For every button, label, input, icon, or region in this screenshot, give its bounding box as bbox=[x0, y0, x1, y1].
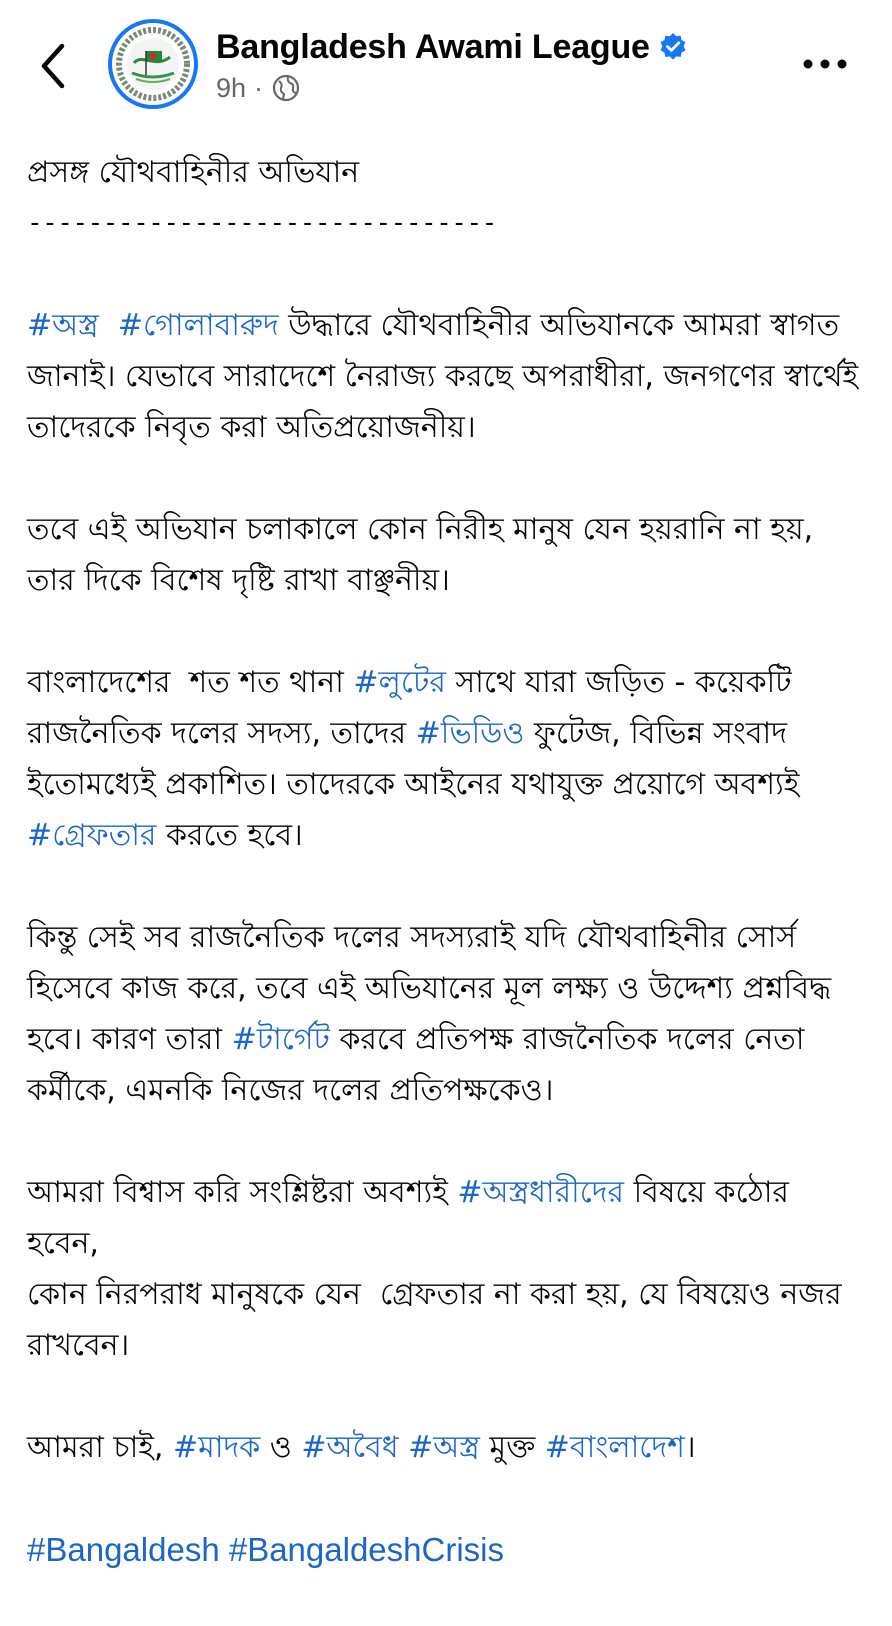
chevron-left-icon bbox=[34, 42, 74, 90]
page-avatar[interactable] bbox=[108, 19, 198, 109]
paragraph-text: তবে এই অভিযান চলাকালে কোন নিরীহ মানুষ যেন হয়রানি না হয়, bbox=[27, 512, 814, 547]
post-meta bbox=[216, 72, 301, 104]
title-divider: ------------------------------- bbox=[27, 208, 497, 238]
paragraph-text: আমরা চাই, bbox=[27, 1430, 173, 1465]
paragraph-text bbox=[399, 1430, 409, 1465]
hashtag-link[interactable]: #BangaldeshCrisis bbox=[228, 1531, 504, 1568]
more-horizontal-icon bbox=[800, 50, 850, 78]
paragraph-text: মুক্ত bbox=[479, 1430, 545, 1465]
paragraph-text: করবে প্রতিপক্ষ রাজনৈতিক দলের নেতা কর্মীকে, এমনকি নিজের দলের প্রতিপক্ষকেও। bbox=[27, 1022, 815, 1108]
globe-icon[interactable] bbox=[271, 73, 301, 103]
hashtag-link[interactable]: #অবৈধ bbox=[301, 1430, 399, 1465]
paragraph-text: ফুটেজ, বিভিন্ন সংবাদ ইতোমধ্যেই প্রকাশিত। তাদেরকে আইনের যথাযুক্ত প্রয়োগে অবশ্যই bbox=[27, 716, 809, 802]
page-name-link[interactable] bbox=[216, 24, 688, 70]
paragraph-text: কিন্তু সেই সব রাজনৈতিক দলের সদস্যরাই যদি যৌথবাহিনীর সোর্স হিসেবে কাজ করে, তবে এই অভিযানের মূল লক্ষ্য ও উদ্দেশ্য প্রশ্নবিদ্ধ হবে। কারণ তারা bbox=[27, 920, 841, 1057]
awami-league-logo bbox=[112, 23, 194, 105]
paragraph-1 bbox=[27, 300, 878, 453]
paragraph-text: ও bbox=[260, 1430, 302, 1465]
paragraph-text: বাংলাদেশের শত শত থানা bbox=[27, 665, 354, 700]
hashtag-link[interactable]: #ভিডিও bbox=[415, 716, 525, 751]
hashtag-link[interactable]: #অস্ত্রধারীদের bbox=[457, 1175, 625, 1210]
paragraph-7 bbox=[27, 1524, 867, 1575]
post-timestamp[interactable]: 9h bbox=[216, 72, 247, 103]
hashtag-link[interactable]: #টার্গেট bbox=[231, 1022, 330, 1057]
post-text bbox=[27, 147, 878, 1626]
post-title-block bbox=[27, 147, 867, 249]
paragraph-6 bbox=[27, 1422, 867, 1473]
post-title: প্রসঙ্গ যৌথবাহিনীর অভিযান bbox=[27, 155, 360, 190]
tag-separator bbox=[220, 1531, 229, 1568]
hashtag-link[interactable]: #মাদক bbox=[172, 1430, 261, 1465]
paragraph-text: সাথে যারা জড়িত - কয়েকটি রাজনৈতিক দলের সদস্য, তাদের bbox=[27, 665, 802, 751]
back-button[interactable] bbox=[34, 42, 74, 90]
page-name: Bangladesh Awami League bbox=[216, 27, 650, 66]
paragraph-text: তার দিকে বিশেষ দৃষ্টি রাখা বাঞ্ছনীয়। bbox=[27, 563, 450, 598]
hashtag-link[interactable]: #বাংলাদেশ bbox=[544, 1430, 685, 1465]
paragraph-text: করতে হবে। bbox=[156, 818, 303, 853]
post-header bbox=[0, 0, 892, 122]
paragraph-2 bbox=[27, 504, 867, 606]
paragraph-text: বিষয়ে কঠোর হবেন, bbox=[27, 1175, 799, 1261]
paragraph-5 bbox=[27, 1167, 867, 1371]
paragraph-text: । bbox=[684, 1430, 696, 1465]
hashtag-link[interactable]: #অস্ত্র bbox=[408, 1430, 480, 1465]
meta-separator: · bbox=[254, 72, 264, 103]
verified-badge-icon bbox=[658, 32, 688, 62]
paragraph-4 bbox=[27, 912, 867, 1116]
hashtag-link[interactable]: #Bangaldesh bbox=[27, 1531, 220, 1568]
more-options-button[interactable] bbox=[800, 50, 850, 78]
paragraph-text: উদ্ধারে যৌথবাহিনীর অভিযানকে আমরা স্বাগত জানাই। যেভাবে সারাদেশে নৈরাজ্য করছে অপরাধীরা, জনগণের স্বার্থেই তাদেরকে নিবৃত করা অতিপ্রয়োজনীয়। bbox=[27, 308, 878, 445]
paragraph-3 bbox=[27, 657, 867, 861]
paragraph-text: কোন নিরপরাধ মানুষকে যেন গ্রেফতার না করা হয়, যে বিষয়েও নজর রাখবেন। bbox=[27, 1277, 852, 1363]
hashtag-link[interactable]: #অস্ত্র bbox=[27, 308, 99, 343]
hashtag-link[interactable]: #গোলাবারুদ bbox=[117, 308, 279, 343]
paragraph-text: আমরা বিশ্বাস করি সংশ্লিষ্টরা অবশ্যই bbox=[27, 1175, 458, 1210]
hashtag-link[interactable]: #লুটের bbox=[353, 665, 446, 700]
hashtag-link[interactable]: #গ্রেফতার bbox=[27, 818, 157, 853]
